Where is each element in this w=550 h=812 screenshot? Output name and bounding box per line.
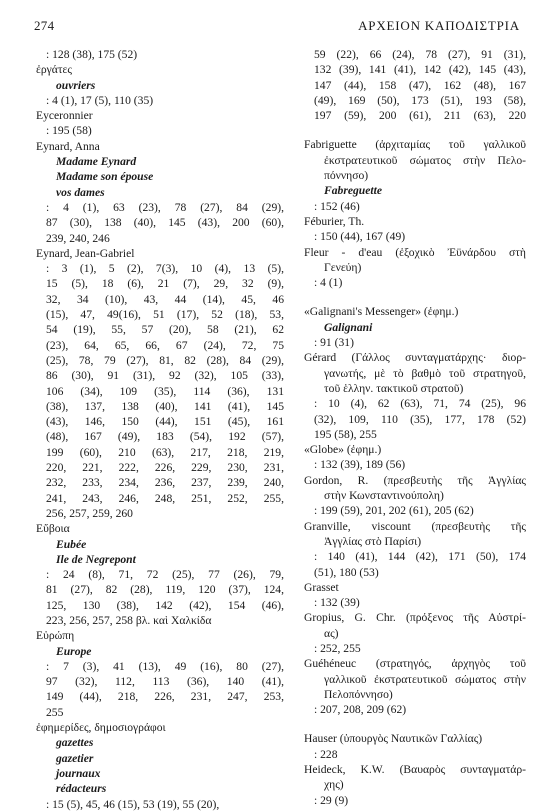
index-line: Eynard, Anna <box>36 139 100 153</box>
index-line: Europe <box>56 644 92 658</box>
index-line: Eyceronnier <box>36 109 93 123</box>
index-line: : 128 (38), 175 (52) <box>46 48 138 61</box>
index-line: : 4 (1) <box>314 276 343 290</box>
index-line: Fabreguette <box>324 184 382 198</box>
index-line: 86 (30), 91 (31), 92 (32), 105 (33), <box>46 369 284 383</box>
index-line: Granville, viscount (πρεσβευτὴς τῆς <box>304 519 526 533</box>
index-line: : 152 (46) <box>314 199 360 213</box>
index-line: Εὐρώπη <box>36 629 75 643</box>
page-number: 274 <box>34 18 55 33</box>
index-line: (32), 109, 110 (35), 177, 178 (52) <box>314 412 526 426</box>
index-line: : 140 (41), 144 (42), 171 (50), 174 <box>314 550 526 564</box>
index-line: 199 (60), 210 (63), 217, 218, 219, <box>46 445 284 459</box>
index-line: 132 (39), 141 (41), 142 (42), 145 (43), <box>314 63 526 77</box>
entry-spacer <box>304 717 526 731</box>
index-line: gazettes <box>56 736 94 750</box>
index-line: 147 (44), 158 (47), 162 (48), 167 <box>314 78 526 92</box>
index-line: 125, 130 (38), 142 (42), 154 (46), <box>46 598 284 612</box>
index-line: vos dames <box>56 185 105 199</box>
index-line: γαλλικοῦ ἐκστρατευτικοῦ σώματος στὴν <box>324 672 526 686</box>
index-line: 97 (32), 112, 113 (36), 140 (41), <box>46 675 284 689</box>
index-line: : 4 (1), 17 (5), 110 (35) <box>46 93 154 107</box>
index-line: Heideck, K.W. (Βαυαρὸς συνταγματάρ- <box>304 763 526 777</box>
index-line: : 3 (1), 5 (2), 7(3), 10 (4), 13 (5), <box>46 262 284 276</box>
index-line: 81 (27), 82 (28), 119, 120 (37), 124, <box>46 583 284 597</box>
index-line: (43), 146, 150 (44), 151 (45), 161 <box>46 415 284 429</box>
index-column-left <box>36 47 284 812</box>
index-line: : 24 (8), 71, 72 (25), 77 (26), 79, <box>46 568 284 582</box>
index-line: (25), 78, 79 (27), 81, 82 (28), 84 (29), <box>46 353 284 367</box>
index-line: : 29 (9) <box>314 793 349 807</box>
index-line: : 207, 208, 209 (62) <box>314 703 407 717</box>
index-line: Gropius, G. Chr. (πρόξενος τῆς Αὐστρί- <box>304 611 526 625</box>
index-line: gazetier <box>56 751 94 765</box>
index-line: : 4 (1), 63 (23), 78 (27), 84 (29), <box>46 200 284 214</box>
running-title: ΑΡΧΕΙΟΝ ΚΑΠΟΔΙΣΤΡΙΑ <box>358 18 520 33</box>
index-line: (23), 64, 65, 66, 67 (24), 72, 75 <box>46 338 284 352</box>
index-line: 87 (30), 138 (40), 145 (43), 200 (60), <box>46 216 284 230</box>
index-line: 220, 221, 222, 226, 229, 230, 231, <box>46 461 284 475</box>
index-line: 59 (22), 66 (24), 78 (27), 91 (31), <box>314 48 526 61</box>
index-line: 15 (5), 18 (6), 21 (7), 29, 32 (9), <box>46 277 284 291</box>
index-line: ας) <box>324 626 339 640</box>
index-line: πόννησο) <box>324 169 369 183</box>
index-line: Galignani <box>324 320 373 334</box>
index-line: χης) <box>324 778 344 792</box>
index-line: στὴν Κωνσταντινούπολη) <box>324 489 444 503</box>
index-line: 255 <box>46 705 64 719</box>
index-line: Guéhéneuc (στρατηγός, ἀρχηγὸς τοῦ <box>304 657 526 671</box>
index-line: : 195 (58) <box>46 124 92 138</box>
index-line: Γενεύη) <box>324 260 362 274</box>
index-line: Fabriguette (ἀρχιταμίας τοῦ γαλλικοῦ <box>304 138 526 152</box>
index-line: (49), 169 (50), 173 (51), 193 (58), <box>314 93 526 107</box>
index-line: 195 (58), 255 <box>314 427 377 441</box>
index-line: 239, 240, 246 <box>46 231 110 245</box>
index-line: Madame Eynard <box>56 155 137 169</box>
index-line: Πελοπόννησο) <box>324 687 393 701</box>
index-line: : 7 (3), 41 (13), 49 (16), 80 (27), <box>46 659 284 673</box>
index-line: Ile de Negrepont <box>56 552 136 566</box>
index-line: ἐκστρατευτικοῦ σώματος στὴν Πελο- <box>324 153 526 167</box>
index-line: 106 (34), 109 (35), 114 (36), 131 <box>46 384 284 398</box>
index-line: : 132 (39), 189 (56) <box>314 458 406 472</box>
index-line: 256, 257, 259, 260 <box>46 506 133 520</box>
index-line: rédacteurs <box>56 782 107 796</box>
index-line: 223, 256, 257, 258 βλ. καὶ Χαλκίδα <box>46 613 212 627</box>
index-line: «Globe» (ἐφημ.) <box>304 443 382 457</box>
entry-spacer <box>304 123 526 137</box>
index-line: ἐργάτες <box>36 63 72 77</box>
index-line: τοῦ ἑλλην. τακτικοῦ στρατοῦ) <box>324 381 464 395</box>
entry-spacer <box>304 290 526 304</box>
index-line: Grasset <box>304 580 339 594</box>
index-line: 241, 243, 246, 248, 251, 252, 255, <box>46 491 284 505</box>
index-line: Fleur - d'eau (ἐξοχικὸ Ἐϋνάρδου στὴ <box>304 245 526 259</box>
index-line: : 199 (59), 201, 202 (61), 205 (62) <box>314 504 474 518</box>
index-line: : 252, 255 <box>314 641 361 655</box>
index-line: Gérard (Γάλλος συνταγματάρχης· διορ- <box>304 351 526 365</box>
index-line: Madame son épouse <box>56 170 154 184</box>
index-line: 197 (59), 200 (61), 211 (63), 220 <box>314 109 526 123</box>
index-line: Hauser (ὑπουργὸς Ναυτικῶν Γαλλίας) <box>304 732 483 746</box>
index-line: (15), 47, 49(16), 51 (17), 52 (18), 53, <box>46 308 284 322</box>
index-line: : 228 <box>314 747 338 761</box>
index-line: 32, 34 (10), 43, 44 (14), 45, 46 <box>46 292 284 306</box>
index-line: Féburier, Th. <box>304 214 365 228</box>
index-line: Εὔβοια <box>36 522 70 536</box>
index-column-right <box>304 47 526 808</box>
index-line: Eynard, Jean-Gabriel <box>36 246 135 260</box>
index-line: (38), 137, 138 (40), 141 (41), 145 <box>46 399 284 413</box>
page-header <box>34 18 520 36</box>
index-line: Eubée <box>56 537 87 551</box>
index-line: : 150 (44), 167 (49) <box>314 230 406 244</box>
index-line: ἐφημερίδες, δημοσιογράφοι <box>36 721 166 735</box>
index-line: ouvriers <box>56 78 96 92</box>
index-line: 232, 233, 234, 236, 237, 239, 240, <box>46 476 284 490</box>
index-line: γανωτής, μὲ τὸ βαθμὸ τοῦ στρατηγοῦ, <box>324 366 526 380</box>
index-line: Gordon, R. (πρεσβευτὴς τῆς Ἀγγλίας <box>304 473 526 487</box>
index-line: : 132 (39) <box>314 596 360 610</box>
index-line: (51), 180 (53) <box>314 565 379 579</box>
index-line: Ἀγγλίας στὸ Παρίσι) <box>324 534 422 548</box>
index-line: «Galignani's Messenger» (ἐφημ.) <box>304 305 459 319</box>
index-line: 149 (44), 218, 226, 231, 247, 253, <box>46 690 284 704</box>
index-line: : 91 (31) <box>314 336 354 350</box>
index-line: : 10 (4), 62 (63), 71, 74 (25), 96 <box>314 397 526 411</box>
index-line: : 15 (5), 45, 46 (15), 53 (19), 55 (20), <box>46 797 220 811</box>
index-line: journaux <box>56 766 101 780</box>
index-line: (48), 167 (49), 183 (54), 192 (57), <box>46 430 284 444</box>
index-line: 54 (19), 55, 57 (20), 58 (21), 62 <box>46 323 284 337</box>
